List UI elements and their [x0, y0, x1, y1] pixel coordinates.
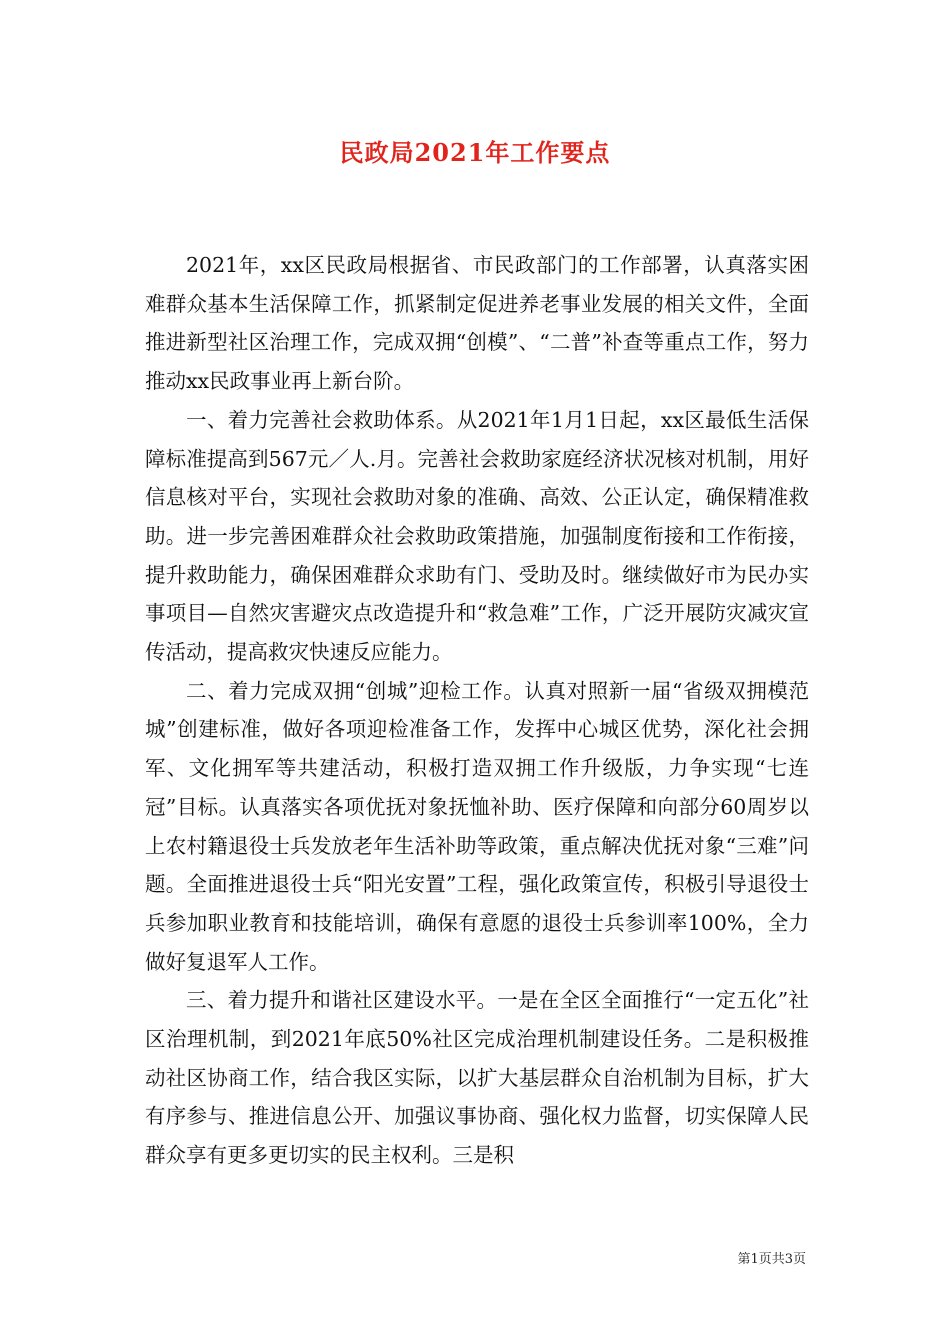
document-body — [145, 246, 809, 1175]
paragraph-section-3: 三、着力提升和谐社区建设水平。一是在全区全面推行“一定五化”社区治理机制，到2021年底50%社区完成治理机制建设任务。二是积极推动社区协商工作，结合我区实际，以扩大基层群众自治机制为目标，扩大有序参与、推进信息公开、加强议事协商、强化权力监督，切实保障人民群众享有更多更切实的民主权利。三是积 — [145, 988, 809, 1168]
page-number: 第1页共3页 — [737, 1252, 806, 1267]
paragraph-section-1: 一、着力完善社会救助体系。从2021年1月1日起，xx区最低生活保障标准提高到567元／人.月。完善社会救助家庭经济状况核对机制，用好信息核对平台，实现社会救助对象的准确、高效、公正认定，确保精准救助。进一步完善困难群众社会救助政策措施，加强制度衔接和工作衔接，提升救助能力，确保困难群众求助有门、受助及时。继续做好市为民办实事项目—自然灾害避灾点改造提升和“救急难”工作，广泛开展防灾减灾宣传活动，提高救灾快速反应能力。 — [145, 407, 809, 665]
paragraph-section-2: 二、着力完成双拥“创城”迎检工作。认真对照新一届“省级双拥模范城”创建标准，做好各项迎检准备工作，发挥中心城区优势，深化社会拥军、文化拥军等共建活动，积极打造双拥工作升级版，力争实现“七连冠”目标。认真落实各项优抚对象抚恤补助、医疗保障和向部分60周岁以上农村籍退役士兵发放老年生活补助等政策，重点解决优抚对象“三难”问题。全面推进退役士兵“阳光安置”工程，强化政策宣传，积极引导退役士兵参加职业教育和技能培训，确保有意愿的退役士兵参训率100%，全力做好复退军人工作。 — [145, 678, 809, 974]
document-title: 民政局2021年工作要点 — [339, 138, 611, 167]
paragraph-intro: 2021年，xx区民政局根据省、市民政部门的工作部署，认真落实困难群众基本生活保障工作，抓紧制定促进养老事业发展的相关文件，全面推进新型社区治理工作，完成双拥“创模”、“二普”补查等重点工作，努力推动xx民政事业再上新台阶。 — [145, 253, 809, 394]
